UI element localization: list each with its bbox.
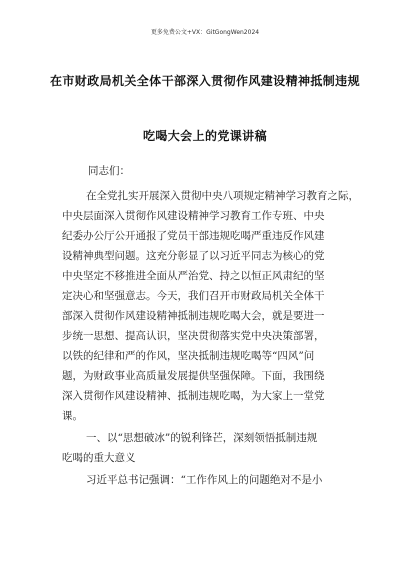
paragraph-1	[62, 186, 362, 426]
paragraph-1-line: 在全党扎实开展深入贯彻中央八项规定精神学习教育之际，	[86, 190, 359, 202]
paragraph-1-line: 设精神典型问题。这充分彰显了以习近平同志为核心的党	[62, 250, 325, 262]
section-1-heading-line: 一、以“思想破冰”的锐利锋芒，深刻领悟抵制违规	[86, 432, 318, 444]
paragraph-2-line: 习近平总书记强调：“工作作风上的问题绝对不是小	[86, 474, 323, 486]
salutation: 同志们：	[88, 165, 130, 177]
header-note: 更多免费公文+VX：GitGongWen2024	[150, 29, 260, 36]
paragraph-1-line: 深入贯彻作风建设精神、抵制违规吃喝，为大家上一堂党	[62, 390, 325, 402]
paragraph-1-line: 中央层面深入贯彻作风建设精神学习教育工作专班、中央	[62, 210, 325, 222]
paragraph-2	[62, 470, 362, 490]
paragraph-1-line: 中央坚定不移推进全面从严治党、持之以恒正风肃纪的坚	[62, 270, 325, 282]
section-1-heading-line: 吃喝的重大意义	[62, 452, 136, 464]
paragraph-1-line: 以铁的纪律和严的作风，坚决抵制违规吃喝等“四风”问	[62, 350, 315, 362]
document-title-line-2: 吃喝大会上的党课讲稿	[142, 129, 267, 143]
paragraph-1-line: 纪委办公厅公开通报了党员干部违规吃喝严重违反作风建	[62, 230, 325, 242]
paragraph-1-line: 题，为财政事业高质量发展提供坚强保障。下面，我围绕	[62, 370, 325, 382]
paragraph-1-line: 课。	[62, 410, 83, 422]
document-title-line-1: 在市财政局机关全体干部深入贯彻作风建设精神抵制违规	[49, 74, 360, 88]
paragraph-1-line: 步统一思想、提高认识，坚决贯彻落实党中央决策部署，	[62, 330, 325, 342]
section-1-heading	[62, 428, 362, 468]
paragraph-1-line: 定决心和坚强意志。今天，我们召开市财政局机关全体干	[62, 290, 325, 302]
paragraph-1-line: 部深入贯彻作风建设精神抵制违规吃喝大会，就是要进一	[62, 310, 325, 322]
